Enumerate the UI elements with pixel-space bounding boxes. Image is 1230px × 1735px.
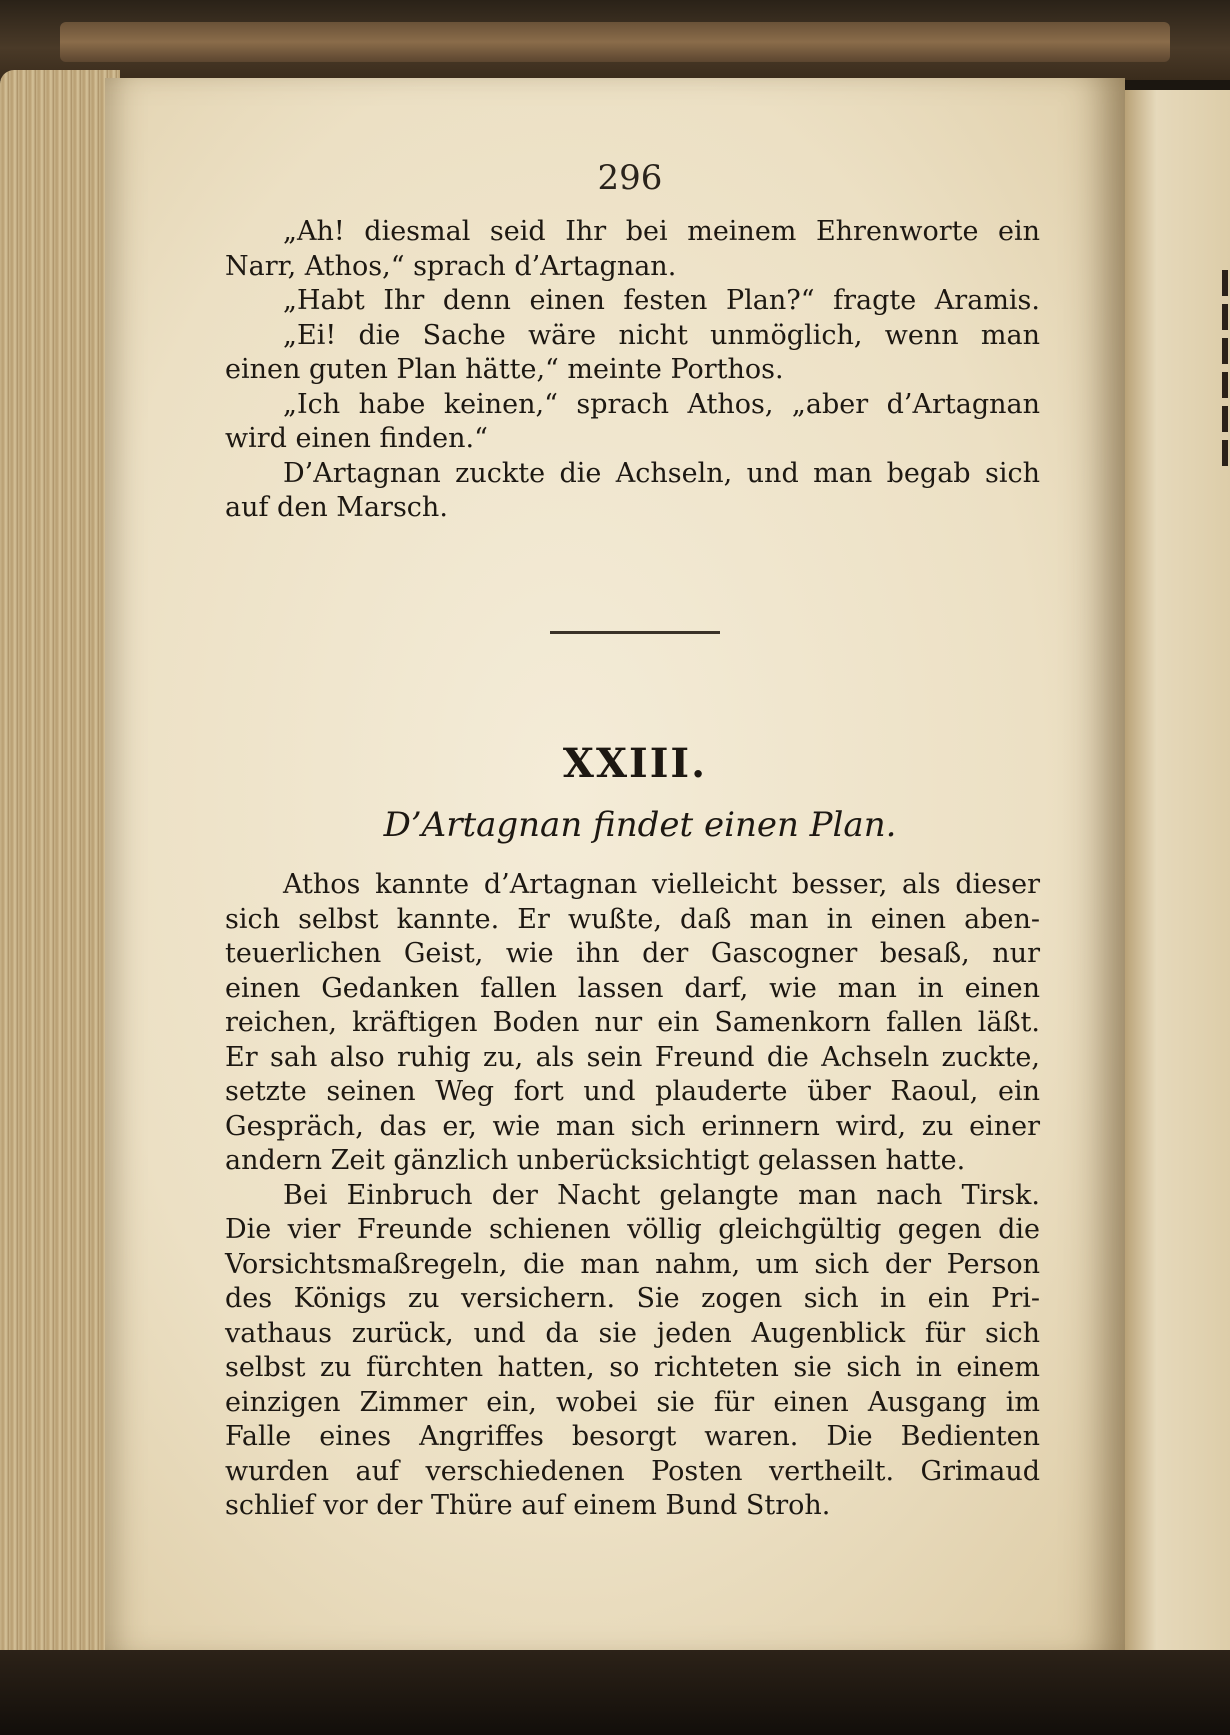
text-line: einen guten Plan hätte,“ meinte Porthos. [225,354,784,385]
text-line: Falle eines Angriffes besorgt waren. Die Bedienten [225,1421,1040,1452]
chapter-title: D’Artagnan findet einen Plan. [383,805,897,845]
intro-text [225,215,1040,526]
text-line: teuerlichen Geist, wie ihn der Gascogner besaß, nur [225,938,1040,969]
text-line: Gespräch, das er, wie man sich erinnern wird, zu einer [225,1110,1040,1142]
text-line: einen Gedanken fallen lassen darf, wie man in einen [225,972,1040,1004]
text-line: Die vier Freunde schienen völlig gleichgültig gegen die [225,1214,1040,1245]
text-line: selbst zu fürchten hatten, so richteten sie sich in einem [225,1352,1040,1383]
chapter-number: XXIII. [562,740,708,787]
text-line: wird einen finden.“ [225,423,488,454]
text-line: auf den Marsch. [225,492,448,523]
paragraph [225,215,1040,284]
text-line: „Ich habe keinen,“ sprach Athos, „aber d’Artagnan [283,388,1040,420]
text-line: einzigen Zimmer ein, wobei sie für einen Ausgang im [225,1386,1040,1418]
text-line: Athos kannte d’Artagnan vielleicht besser, als dieser [283,869,1040,900]
facing-page-text-fragments [1222,270,1230,1470]
text-line: Vorsichtsmaßregeln, die man nahm, um sich der Person [225,1248,1040,1280]
paragraph [225,1179,1040,1524]
book-spine-strip [60,22,1170,62]
text-line: setzte seinen Weg fort und plauderte über Raoul, ein [225,1076,1040,1107]
book-cover-bottom [0,1650,1230,1735]
section-divider [550,631,720,634]
page-number: 296 [597,158,663,198]
paragraph [225,457,1040,526]
page-edges [0,70,120,1670]
text-line: vathaus zurück, und da sie jeden Augenblick für sich [225,1317,1040,1349]
text-line: andern Zeit gänzlich unberücksichtigt gelassen hatte. [225,1145,966,1176]
text-line: schlief vor der Thüre auf einem Bund Stroh. [225,1490,831,1521]
text-line: „Ah! diesmal seid Ihr bei meinem Ehrenworte ein [283,216,1040,247]
paragraph [225,319,1040,388]
text-line: Er sah also ruhig zu, als sein Freund die Achseln zuckte, [225,1041,1040,1073]
paragraph [225,868,1040,1179]
text-line: des Königs zu versichern. Sie zogen sich in ein Pri- [225,1283,1040,1314]
text-line: „Ei! die Sache wäre nicht unmöglich, wenn man [283,319,1040,351]
text-line: reichen, kräftigen Boden nur ein Samenkorn fallen läßt. [225,1007,1040,1038]
text-line: Narr, Athos,“ sprach d’Artagnan. [225,250,677,282]
book-cover-top [0,0,1230,80]
paragraph [225,388,1040,457]
text-line: wurden auf verschiedenen Posten vertheilt. Grimaud [225,1455,1040,1487]
text-line: D’Artagnan zuckte die Achseln, und man begab sich [283,457,1040,489]
chapter-text [225,868,1040,1524]
text-line: „Habt Ihr denn einen festen Plan?“ fragte Aramis. [283,285,1040,316]
text-line: sich selbst kannte. Er wußte, daß man in einen aben- [225,903,1040,935]
facing-page-edge [1125,90,1230,1650]
text-line: Bei Einbruch der Nacht gelangte man nach Tirsk. [283,1179,1040,1211]
paragraph [225,284,1040,319]
